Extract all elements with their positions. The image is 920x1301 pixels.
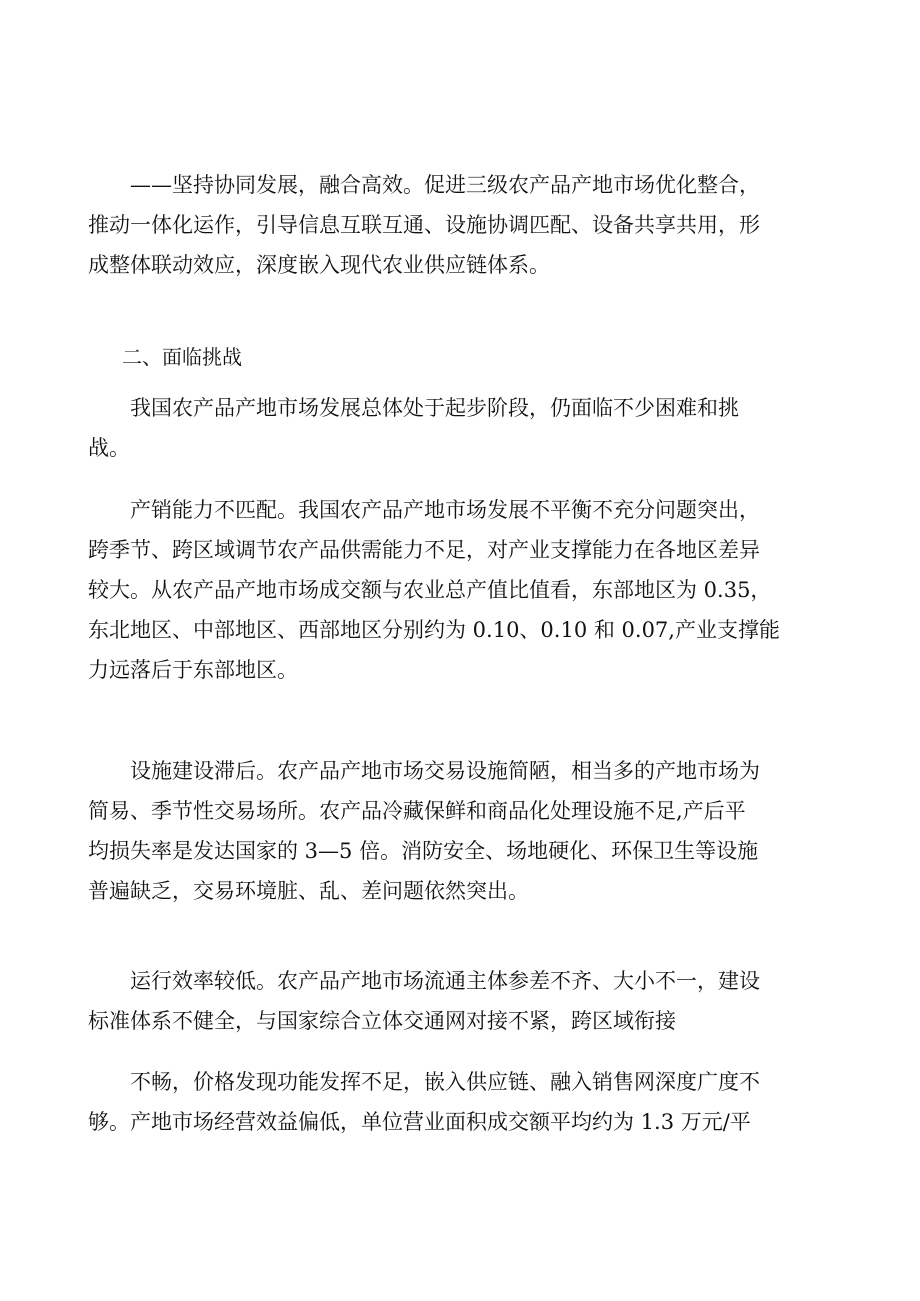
- paragraph-efficiency: [88, 961, 833, 1041]
- section-heading-text: 二、面临挑战: [122, 345, 242, 369]
- text-line: 跨季节、跨区域调节农产品供需能力不足，对产业支撑能力在各地区差异: [88, 538, 760, 562]
- text-line: 成整体联动效应，深度嵌入现代农业供应链体系。: [88, 253, 550, 277]
- paragraph-facilities: [88, 751, 833, 911]
- text-line: 较大。从农产品产地市场成交额与农业总产值比值看，东部地区为 0.35，: [88, 578, 772, 602]
- paragraph-overview: [88, 388, 833, 468]
- text-line: 推动一体化运作，引导信息互联互通、设施协调匹配、设备共享共用，形: [88, 213, 760, 237]
- text-line: 不畅，价格发现功能发挥不足，嵌入供应链、融入销售网深度广度不: [130, 1070, 760, 1094]
- text-line: 东北地区、中部地区、西部地区分别约为 0.10、0.10 和 0.07,产业支撑能: [88, 618, 780, 642]
- text-line: 够。产地市场经营效益偏低，单位营业面积成交额平均约为 1.3 万元/平: [88, 1110, 751, 1134]
- text-line: 标准体系不健全，与国家综合立体交通网对接不紧，跨区域衔接: [88, 1009, 676, 1033]
- text-line: 简易、季节性交易场所。农产品冷藏保鲜和商品化处理设施不足,产后平: [88, 799, 746, 823]
- text-line: 战。: [88, 436, 130, 460]
- paragraph-production-sales: [88, 490, 833, 690]
- text-line: 运行效率较低。农产品产地市场流通主体参差不齐、大小不一，建设: [130, 969, 760, 993]
- text-line: 设施建设滞后。农产品产地市场交易设施简陋，相当多的产地市场为: [130, 759, 760, 783]
- text-line: 我国农产品产地市场发展总体处于起步阶段，仍面临不少困难和挑: [130, 396, 739, 420]
- text-line: 力远落后于东部地区。: [88, 658, 298, 682]
- text-line: 普遍缺乏，交易环境脏、乱、差问题依然突出。: [88, 879, 529, 903]
- section-heading: [88, 337, 242, 377]
- paragraph-price-discovery: [88, 1062, 833, 1142]
- text-line: ——坚持协同发展，融合高效。促进三级农产品产地市场优化整合，: [130, 173, 760, 197]
- paragraph-coordinated-development: [88, 165, 833, 285]
- text-line: 产销能力不匹配。我国农产品产地市场发展不平衡不充分问题突出，: [130, 498, 760, 522]
- text-line: 均损失率是发达国家的 3—5 倍。消防安全、场地硬化、环保卫生等设施: [88, 839, 759, 863]
